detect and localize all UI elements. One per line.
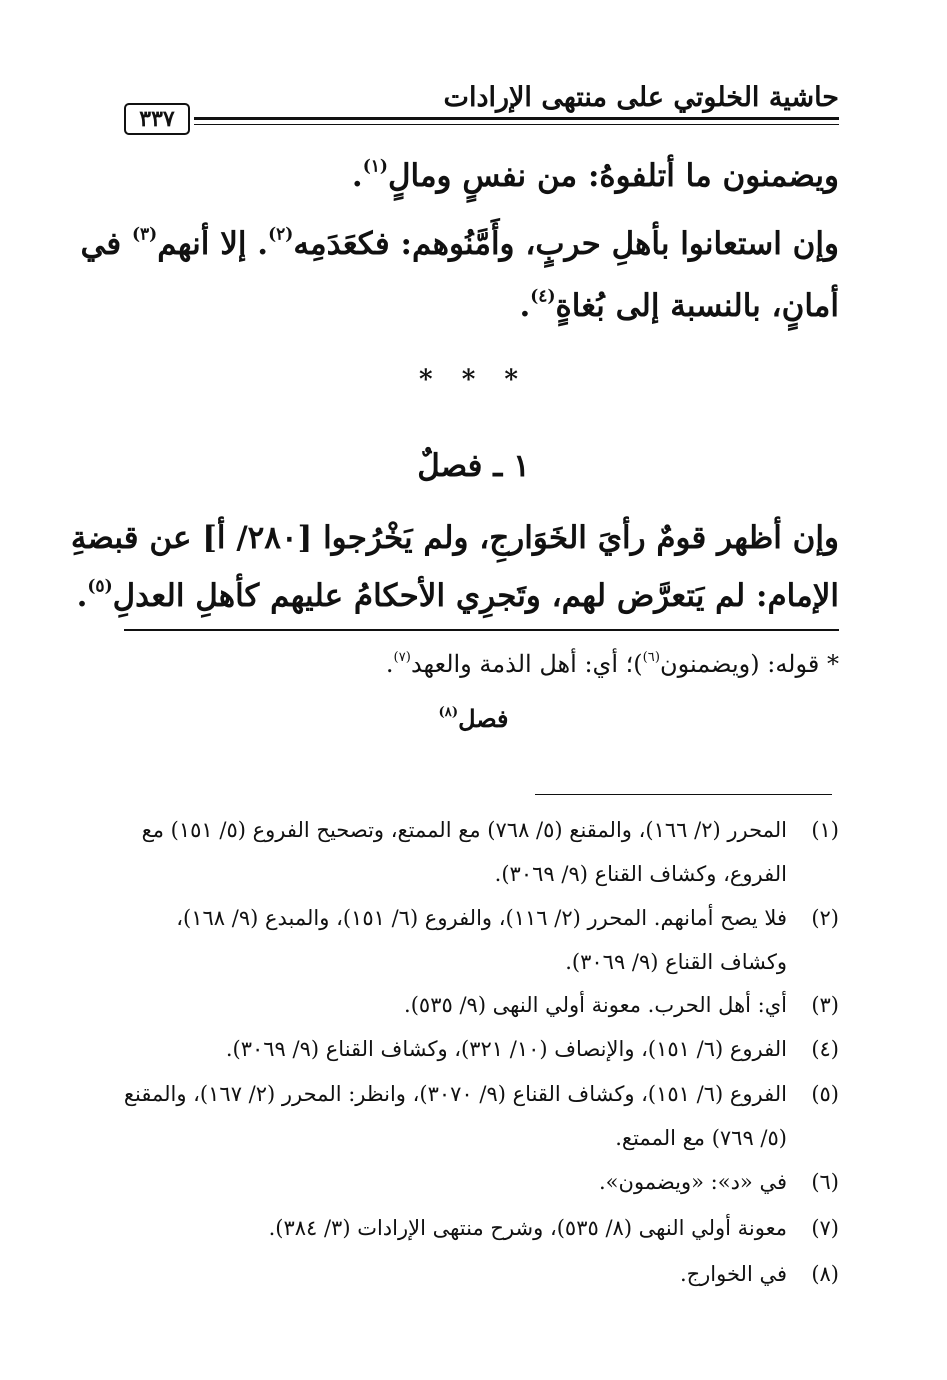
footnote-text: في الخوارج. — [679, 1262, 787, 1286]
footnote-ref: (٦) — [642, 649, 661, 665]
main-text-span: ويضمنون ما أتلفوهُ: من نفسٍ ومالٍ — [387, 158, 839, 194]
main-text-line-1 — [352, 158, 839, 195]
footnote-number: (٣) — [811, 993, 839, 1017]
punctuation: . — [519, 288, 531, 324]
main-text-line-3 — [519, 288, 839, 325]
footnotes-separator — [535, 794, 832, 795]
footnote-text: فلا يصح أمانهم. المحرر (٢/ ١١٦)، والفروع (٦/ ١٥١)، والمبدع (٩/ ١٦٨)، وكشاف القناع (٩/ ٣٠٦٩). — [176, 906, 787, 974]
footnote-3 — [120, 983, 839, 1027]
punctuation: . — [385, 650, 394, 678]
footnote-ref: (٧) — [393, 649, 411, 665]
punctuation: . — [76, 578, 88, 614]
footnote-8 — [120, 1252, 839, 1296]
main-text-line-4: وإن أظهر قومٌ رأيَ الخَوَارجِ، ولم يَخْرُجوا [٢٨٠/ أ] عن قبضةِ — [70, 520, 839, 556]
footnote-ref: (٤) — [530, 286, 556, 307]
footnote-number: (٢) — [811, 906, 839, 930]
main-text-span: في — [80, 226, 132, 262]
footnote-number: (٤) — [811, 1037, 839, 1061]
footnote-ref: (١) — [362, 156, 388, 177]
footnote-number: (١) — [811, 818, 839, 842]
footnote-number: (٧) — [811, 1216, 839, 1240]
commentary-heading-text: فصل — [458, 704, 509, 733]
commentary-heading — [0, 704, 947, 733]
page-number-box: ٣٣٧ — [124, 103, 190, 135]
section-divider-stars: * * * — [419, 365, 528, 395]
footnote-7 — [120, 1206, 839, 1250]
footnote-1 — [120, 808, 839, 896]
footnote-6 — [120, 1160, 839, 1204]
main-text-span: وإن استعانوا بأهلِ حربٍ، وأَمَّنُوهم: فكعَدَمِه — [293, 226, 839, 262]
main-text-span: الإمام: لم يَتعرَّض لهم، وتَجرِي الأحكامُ عليهم كأهلِ العدلِ — [112, 578, 839, 614]
commentary-line-1 — [386, 650, 839, 678]
footnote-text: المحرر (٢/ ١٦٦)، والمقنع (٥/ ٧٦٨) مع الممتع، وتصحيح الفروع (٥/ ١٥١) مع الفروع، وكشاف القناع (٩/ ٣٠٦٩). — [141, 818, 787, 886]
footnote-text: معونة أولي النهى (٨/ ٥٣٥)، وشرح منتهى الإرادات (٣/ ٣٨٤). — [268, 1216, 787, 1240]
main-text-span: أمانٍ، بالنسبة إلى بُغاةٍ — [555, 288, 839, 324]
footnote-ref: (٢) — [268, 224, 294, 245]
footnote-5 — [120, 1072, 839, 1160]
commentary-span: * قوله: (ويضمنون — [660, 650, 839, 678]
footnote-number: (٦) — [811, 1170, 839, 1194]
footnote-text: الفروع (٦/ ١٥١)، وكشاف القناع (٩/ ٣٠٧٠)، وانظر: المحرر (٢/ ١٦٧)، والمقنع (٥/ ٧٦٩) مع الممتع. — [123, 1082, 787, 1150]
footnote-number: (٥) — [811, 1082, 839, 1106]
text-commentary-separator — [124, 629, 839, 631]
running-header-title: حاشية الخلوتي على منتهى الإرادات — [443, 82, 839, 113]
section-heading: ١ ـ فصلٌ — [417, 448, 530, 484]
main-text-line-5 — [77, 578, 839, 615]
footnote-ref: (٣) — [131, 224, 158, 245]
main-text-span: . إلا أنهم — [157, 226, 269, 262]
footnote-text: في «د»: «ويضمون». — [599, 1170, 787, 1194]
footnote-2 — [120, 896, 839, 984]
footnote-number: (٨) — [811, 1262, 839, 1286]
footnote-ref: (٥) — [87, 576, 113, 597]
header-rule-thin — [194, 124, 839, 125]
commentary-span: )؛ أي: أهل الذمة والعهد — [410, 650, 643, 678]
header-rule-thick — [194, 117, 839, 120]
footnote-text: الفروع (٦/ ١٥١)، والإنصاف (١٠/ ٣٢١)، وكشاف القناع (٩/ ٣٠٦٩). — [225, 1037, 787, 1061]
footnote-4 — [120, 1027, 839, 1071]
footnote-ref: (٨) — [438, 704, 459, 720]
footnote-text: أي: أهل الحرب. معونة أولي النهى (٩/ ٥٣٥). — [404, 993, 787, 1017]
punctuation: . — [351, 158, 363, 194]
main-text-line-2 — [81, 226, 840, 263]
